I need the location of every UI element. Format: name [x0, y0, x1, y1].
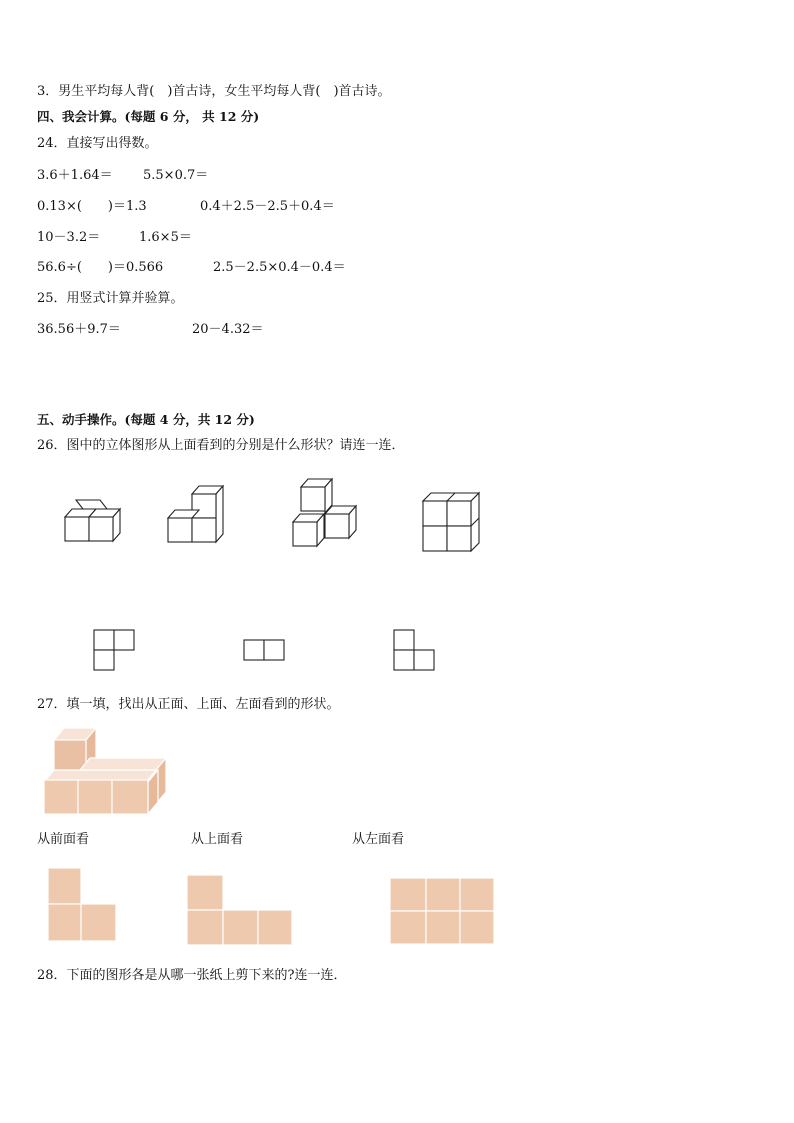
calc-2b: 0.4＋2.5－2.5＋0.4＝ — [200, 199, 335, 214]
calc-3a: 10－3.2＝ — [37, 230, 101, 245]
calc-1a: 3.6＋1.64＝ — [37, 168, 113, 183]
vertical-calc-2: 20－4.32＝ — [192, 322, 264, 337]
calc-1b: 5.5×0.7＝ — [143, 168, 209, 183]
label-front-view: 从前面看 — [37, 832, 90, 847]
top-view-shape-2 — [242, 638, 288, 664]
cube-figure-3 — [290, 478, 364, 550]
label-left-view: 从左面看 — [352, 832, 405, 847]
calc-2a: 0.13×( )＝1.3 — [37, 199, 147, 214]
calc-4b: 2.5－2.5×0.4－0.4＝ — [213, 260, 346, 275]
q27-title: 27．填一填，找出从正面、上面、左面看到的形状。 — [37, 697, 340, 712]
section-5-title: 五、动手操作。(每题 4 分，共 12 分) — [37, 412, 255, 427]
cube-figure-1 — [60, 495, 128, 545]
cube-figure-4 — [419, 489, 485, 555]
left-view-shape — [388, 876, 498, 946]
q26-title: 26．图中的立体图形从上面看到的分别是什么形状？请连一连． — [37, 438, 405, 453]
top-view-shape-1 — [92, 628, 138, 674]
q28-title: 28．下面的图形各是从哪一张纸上剪下来的?连一连． — [37, 968, 347, 983]
calc-3b: 1.6×5＝ — [139, 230, 192, 245]
q23-sub3: 3．男生平均每人背( )首古诗，女生平均每人背( )首古诗。 — [37, 84, 391, 99]
section-4-title: 四、我会计算。(每题 6 分， 共 12 分) — [37, 109, 260, 124]
front-view-shape — [46, 866, 118, 944]
cube-figure-2 — [163, 485, 229, 547]
top-view-shape-3 — [392, 628, 438, 674]
vertical-calc-1: 36.56＋9.7＝ — [37, 322, 121, 337]
calc-4a: 56.6÷( )＝0.566 — [37, 260, 164, 275]
q25-title: 25．用竖式计算并验算。 — [37, 291, 184, 306]
q24-title: 24．直接写出得数。 — [37, 136, 158, 151]
tan-cube-stack — [40, 724, 172, 818]
top-view-shape — [185, 873, 295, 947]
label-top-view: 从上面看 — [191, 832, 244, 847]
